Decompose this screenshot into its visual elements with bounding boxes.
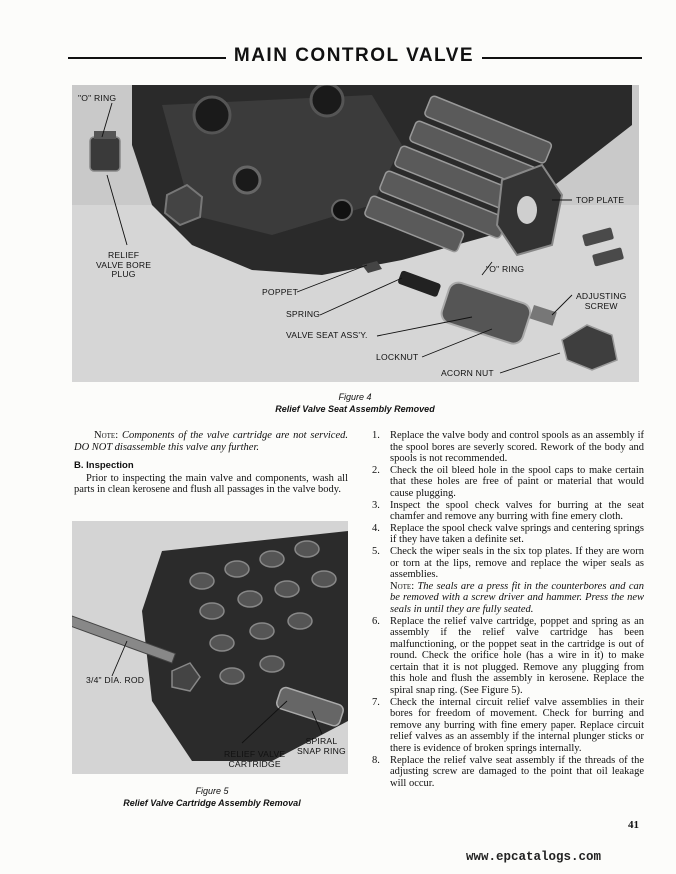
page-number: 41 [628, 819, 639, 831]
page-title-bar [68, 45, 642, 71]
note-text: The seals are a press fit in the counterbores and can be removed with a screw driver and hammer. Press the new seals in until they are fully seated. [390, 580, 645, 615]
left-column [74, 430, 348, 496]
callout-line: CARTRIDGE [228, 758, 281, 769]
item-number: 8. [372, 754, 380, 766]
item-text: Check the wiper seals in the six top plates. If they are worn or torn at the lips, remove and replace the wiper seals as assemblies. [390, 545, 644, 581]
callout-spiral-snap-ring [297, 737, 346, 756]
seals-note [372, 581, 644, 616]
note-label: Note: [390, 580, 415, 592]
item-number: 4. [372, 522, 380, 534]
note-paragraph [74, 430, 348, 453]
right-column [372, 430, 644, 789]
item-number: 2. [372, 464, 380, 476]
item-number: 6. [372, 615, 380, 627]
figure-4-title: Relief Valve Seat Assembly Removed [275, 404, 435, 414]
callout-line: SNAP RING [297, 745, 346, 756]
title-rule-right [482, 57, 642, 59]
callout-line: SCREW [584, 300, 618, 311]
figure-5-caption [92, 785, 332, 809]
callout-valve-seat-assy: VALVE SEAT ASS'Y. [286, 330, 368, 340]
item-text: Inspect the spool check valves for burring at the seat chamfer and remove any burring with fine emery cloth. [390, 499, 644, 523]
callout-line: RELIEF VALVE [224, 749, 286, 759]
callout-line: VALVE BORE [96, 259, 152, 270]
item-text: Check the internal circuit relief valve assemblies in their bores for freedom of movement. Check for burring and remove any burring with fine emery paper. Replace circuit relief valves as an assembly if the internal plunger sticks or there is evidence of broken springs internally. [390, 696, 644, 755]
list-item [372, 500, 644, 523]
inspection-list-continued [372, 616, 644, 790]
watermark-url: www.epcatalogs.com [466, 850, 602, 864]
callout-line: SPIRAL [305, 736, 338, 746]
section-heading-inspection: B. Inspection [74, 460, 134, 472]
inspection-list [372, 430, 644, 581]
figure-5-label: Figure 5 [195, 786, 229, 796]
callout-o-ring: "O" RING [486, 264, 525, 274]
callout-adjusting-screw [576, 292, 627, 311]
callout-relief-valve-bore-plug [96, 251, 151, 280]
callout-o-ring-top: "O" RING [78, 93, 117, 103]
item-number: 5. [372, 545, 380, 557]
page-title: MAIN CONTROL VALVE [233, 45, 475, 66]
callout-acorn-nut: ACORN NUT [441, 368, 494, 378]
list-item [372, 755, 644, 790]
inspection-intro: Prior to inspecting the main valve and components, wash all parts in clean kerosene and flush all passages in the valve body. [74, 472, 348, 496]
callout-relief-valve-cartridge [224, 750, 285, 769]
item-text: Replace the spool check valve springs and centering springs if they have taken a definite set. [390, 522, 644, 546]
item-text: Replace the relief valve seat assembly if the threads of the adjusting screw are damaged to the point that oil leakage will occur. [390, 754, 644, 789]
callout-spring: SPRING [286, 309, 321, 319]
figure-5-title: Relief Valve Cartridge Assembly Removal [123, 798, 301, 808]
list-item [372, 546, 644, 581]
item-number: 7. [372, 696, 380, 708]
note-label: Note: [94, 430, 119, 441]
callout-poppet: POPPET [262, 287, 299, 297]
figure-4-caption [220, 391, 490, 415]
callout-top-plate: TOP PLATE [576, 195, 625, 205]
note-text: Components of the valve cartridge are not serviced. DO NOT disassemble this valve any further. [74, 430, 349, 453]
item-text: Replace the valve body and control spools as an assembly if the spool bores are severly scored. Rework of the body and spools is not recommended. [390, 430, 644, 465]
list-item [372, 616, 644, 697]
figure-4-label: Figure 4 [338, 392, 372, 402]
callout-line: PLUG [111, 269, 136, 279]
item-text: Check the oil bleed hole in the spool caps to make certain that these holes are free of paint or material that would cause plugging. [390, 464, 644, 499]
list-item [372, 465, 644, 500]
list-item [372, 430, 644, 465]
list-item [372, 697, 644, 755]
list-item [372, 523, 644, 546]
callout-line: ADJUSTING [576, 291, 627, 301]
item-number: 1. [372, 430, 380, 441]
item-number: 3. [372, 499, 380, 511]
callout-locknut: LOCKNUT [376, 352, 419, 362]
title-rule-left [68, 57, 226, 59]
item-text: Replace the relief valve cartridge, poppet and spring as an assembly if the relief valve cartridge has been malfunctioning, or the poppet seat in the cartridge is out of round. Check the orifice hole (has a wire in it) to make certain that it is not plugged. Remove any plugging from this hole and flush the assembly in kerosene. Replace the spiral snap ring. (See Figure 5). [390, 615, 644, 697]
callout-line: RELIEF [107, 250, 140, 260]
callout-rod: 3/4" DIA. ROD [86, 675, 145, 685]
